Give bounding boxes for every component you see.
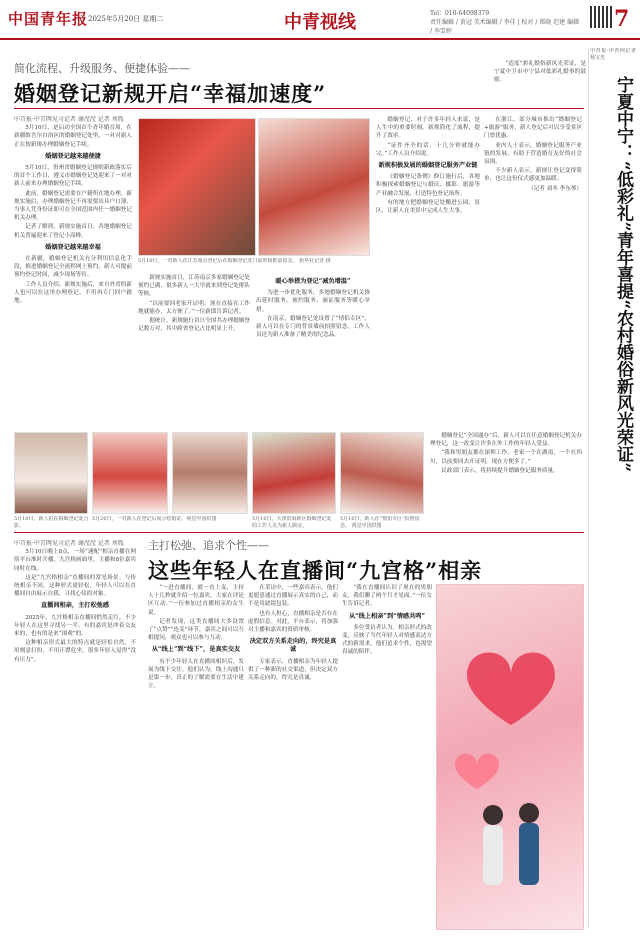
article1-column-a: 中青报·中青网见习记者 谢滢滢 记者 刘胤 5月10日，是启动全国首个青年婚育周，在新疆维吾尔自治区的婚姻登记处里，一对对新人正在按新规办理婚姻登记手续。 婚姻登记越来越便捷 5月10日，贵州省婚姻登记规则新政落实后的首个工作日，遵义市婚姻登记处迎来了一对对新人前来办理婚姻登记手续。 此前，婚姻登记需要在户籍所在地办理，新规实施后，办理婚姻登记不再需要出具户口簿，当事人凭身份证即可在全国范围内任一婚姻登记机关办理。 记者了解到，新规实施首日，各地婚姻登记机关普遍迎来了登记小高峰。 婚姻登记越来越幸福 在新疆，婚姻登记机关充分利用信息化手段，推进婚姻登记全流程网上预约，新人可提前预约登记时间，减少现场等待。 工作人员介绍，新规实施后，来自外省的新人也可以在这里办理登记，不用再专门回户籍地。 (14, 116, 132, 305)
caption-4: 5月10日，天津滨海新区婚姻登记处的工作人员为新人颁证。 (252, 516, 332, 529)
article2-sub4: 从“线上相亲”到“情感共鸣” (348, 612, 426, 620)
heart-icon (437, 585, 585, 931)
article2-sub2: 从“线上”到“线下”，是真实交友 (151, 646, 241, 654)
photo-newlyweds-3 (172, 432, 248, 514)
column-divider (588, 48, 589, 928)
sidebar-byline: 中青报·中青网记者 杨宝光 (590, 48, 636, 62)
newspaper-logo: 中国青年报 (8, 10, 89, 28)
article1-title: 婚姻登记新规开启“幸福加速度” (14, 81, 327, 106)
article2-column-a: 中青报·中青网见习记者 谢滢滢 记者 刘胤 5月10日晚上8点，一场“速配”相亲直播在网络平台准时开播，九宫格画面里，主播和8位嘉宾同时在线。 这是“九宫格相亲”直播间的常见场景。与传统相亲不同，这种形式更轻松，年轻人可以在直播间自由展示自我，寻找心仪的对象。 直播间相亲，主打松弛感 2025年，九宫格相亲直播间悄然走红，不少年轻人在这里寻找另一半。有的嘉宾是冲着交友来的，也有的是来“围观”的。 这种相亲形式最大的特点就是轻松自然，不用刻意打扮，不用正襟危坐，很多年轻人觉得“没有压力”。 (14, 540, 136, 663)
photo-newlyweds-4 (252, 432, 336, 514)
article2-column-c: 在采访中，一些嘉宾表示，他们更愿意通过直播展示真实的自己，而不是用滤镜包装。 也有人担心，直播相亲是否存在虚假信息。对此，平台表示，将加强对主播和嘉宾的资质审核。 决定双方关系走向的，终究是真诚 专家表示，直播相亲为年轻人提供了一种新的社交渠道，但决定双方关系走向的，终究是真诚。 (248, 585, 338, 682)
issue-date: 2025年5月20日 星期二 (88, 15, 164, 23)
article2-byline: 中青报·中青网见习记者 谢滢滢 记者 刘胤 (14, 540, 124, 547)
article1-column-c: 暖心举措为登记“减负增温” 为进一步优化服务，多地婚姻登记机关推出延时服务、预约服务、颁证服务等暖心举措。 在南京，婚姻登记处设置了“情侣专区”，新人可以在专门的背景墙前拍照留念，工作人员还为新人准备了精美的纪念品。 (256, 278, 370, 339)
article1-column-e: 在浙江，部分城市推出“婚姻登记+旅游”服务，新人登记后可以享受景区门票优惠。 业内人士表示，婚姻登记服务产业链的发展，有助于营造婚育友好的社会氛围。 不少新人表示，新规让登记变得简单，也让这份仪式感更加温暖。 （记者 刘冬 李东琴） (484, 117, 582, 192)
article1-sub4: 新规积极发展的婚姻登记服务产业链 (378, 162, 478, 170)
article1-byline: 中青报·中青网见习记者 谢滢滢 记者 刘胤 (14, 116, 124, 123)
photo-newlyweds-5 (340, 432, 424, 514)
article1-sub3: 暖心举措为登记“减负增温” (275, 278, 351, 285)
editors-line: 责任编辑 / 黄冠 美术编辑 / 李佳 | 校对 / 郑晓 迟建 编辑 / 李雪婷 (430, 19, 580, 35)
article1-intro: 5月10日，是启动全国首个青年婚育周，在新疆维吾尔自治区的婚姻登记处里，一对对新人正在按新规办理婚姻登记手续。 (14, 125, 132, 148)
article2-sub1: 直播间相亲，主打松弛感 (40, 602, 110, 610)
article1-subhead: 简化流程、升级服务、便捷体验—— (14, 62, 190, 75)
photo-couple-frame (258, 118, 370, 256)
page-number: 7 (614, 6, 630, 32)
phone-number: Tel：010-64098379 (430, 10, 490, 17)
article2-sub3: 决定双方关系走向的，终究是真诚 (249, 638, 337, 654)
article1-column-f: 婚姻登记“全国通办”后，新人可以在任意婚姻登记机关办理登记，这一改变让许多在外工作的年轻人受益。 “我和男朋友都在深圳工作，老家一个在湖南，一个在四川，以前要回去开证明，现在方便多了。” 民政部门表示，将持续提升婚姻登记服务质量。 (430, 433, 582, 474)
sidebar-column (590, 48, 636, 928)
caption-3: 5月20日，一对新人在登记后展示结婚证。视觉中国供图 (92, 516, 217, 522)
article2-column-d: “我在直播间认识了现在的男朋友，我们聊了两个月才见面。”一位女生告诉记者。 从“线上相亲”到“情感共鸣” 多位受访者认为，相亲形式的改变，反映了当代年轻人对情感表达方式的新需求，他们追求个性，也渴望真诚的陪伴。 (342, 585, 432, 656)
divider (14, 532, 584, 533)
caption-2: 5月10日，新人们在婚姻登记处合影。 (14, 516, 89, 529)
sidebar-title: 宁夏中宁：“低彩礼”青年喜提“农村婚俗新风光荣证” (613, 76, 633, 473)
caption-1: 5月10日，一对新人在江苏南京登记后在婚姻登记处门前的相框前留念。 新华社记者 摄 (138, 258, 331, 264)
article1-sub2: 婚姻登记越来越幸福 (45, 243, 101, 251)
article2-title: 这些年轻人在直播间“九宫格”相亲 (148, 558, 483, 583)
illustration-couple-hearts (436, 584, 584, 930)
article1-column-d: 婚姻登记，对于许多年轻人来说，是人生中的重要时刻。新规简化了流程，提升了效率。 “证件齐全的话，十几分钟就能办完。”工作人员介绍说。 新规积极发展的婚姻登记服务产业链 《婚姻登记条例》修订施行后，各地积极探索婚姻登记与婚庆、摄影、旅游等产业融合发展，打造特色登记场所。 有的地方把婚姻登记处搬进公园、景区，让新人在美景中完成人生大事。 (376, 117, 480, 215)
photo-wedding-registration (138, 118, 256, 256)
photo-newlyweds-2 (92, 432, 168, 514)
editors-credit (430, 9, 580, 36)
article1-sub1: 婚姻登记越来越便捷 (45, 152, 101, 160)
caption-5: 5月10日，新人在“情侣专区”拍照留念。 视觉中国供图 (340, 516, 420, 529)
article2-subhead: 主打松弛、追求个性—— (148, 539, 269, 552)
article1-column-b: 新规实施首日，江苏南京多家婚姻登记处预约已满，很多新人一大早就来到登记处排队等候。 “以前要回老家开证明，现在直接在工作地就能办，太方便了。”一位新郎告诉记者。 据统计，新规施行首日全国共办理婚姻登记数万对，其中跨省登记占比明显上升。 (138, 275, 250, 333)
sidebar-lead: “适度”彩礼婚俗新风光荣证，是宁夏中卫市中宁县对低彩礼婚事的鼓励。 (494, 61, 586, 84)
article1-tail: （记者 刘冬 李东琴） (528, 185, 582, 192)
photo-newlyweds-1 (14, 432, 88, 514)
qr-code-icon (590, 6, 612, 28)
section-title: 中青视线 (284, 12, 356, 33)
article2-column-b: “一进直播间，就一直上麦，主持人十几秒就介绍一位嘉宾，大家在评论区互动。”一位参加过直播相亲的女生说。 记者发现，这类直播间大多设置了“点赞”“连麦”环节，嘉宾之间可以互相提问，观众也可以参与互动。 从“线上”到“线下”，是真实交友 有不少年轻人在直播间相识后，发展为线下交往。他们认为，线上沟通只是第一步，真正的了解需要在生活中建立。 (148, 585, 244, 690)
